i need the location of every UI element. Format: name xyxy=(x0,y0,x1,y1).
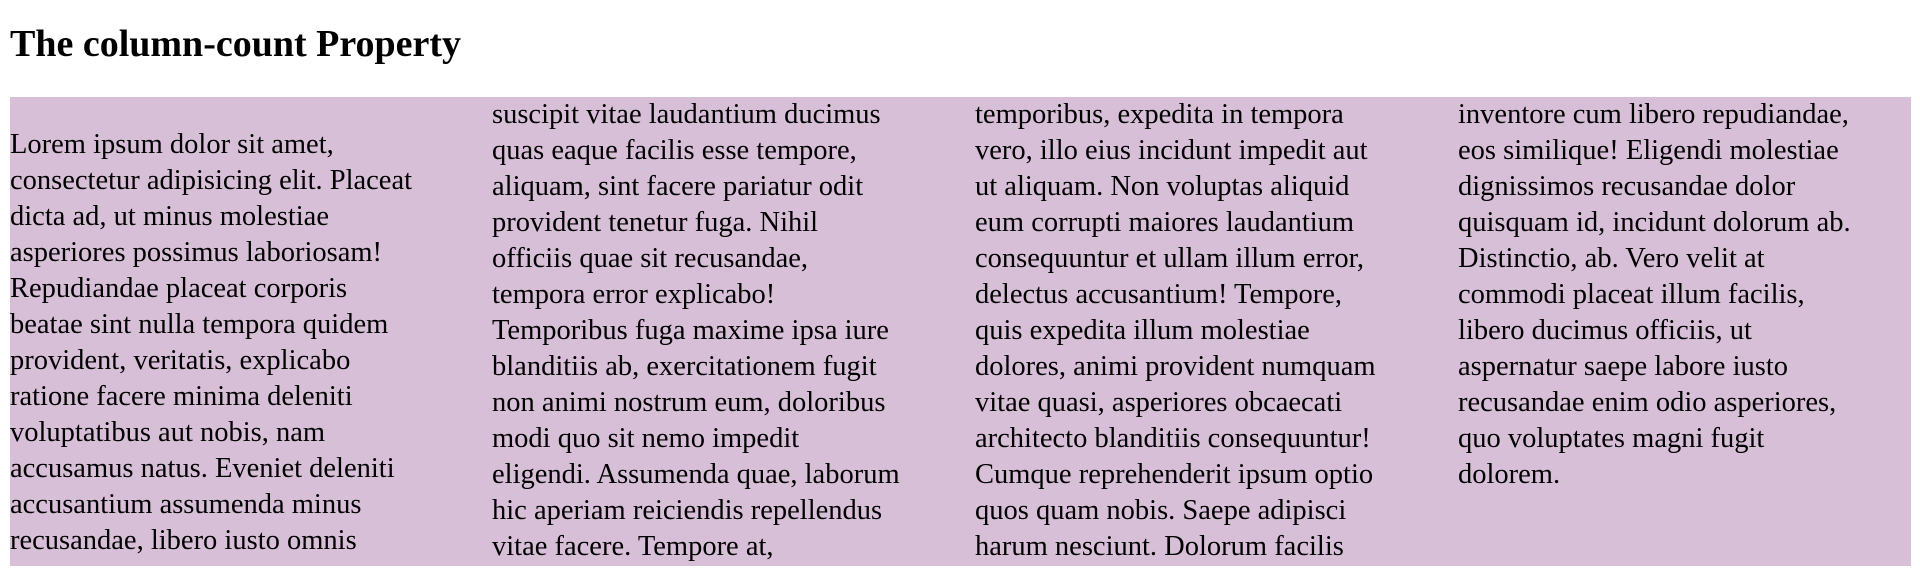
column-text-line: suscipit vitae laudantium ducimus xyxy=(492,99,881,130)
column-text-line: aspernatur saepe labore iusto xyxy=(1458,351,1788,382)
text-column-4 xyxy=(1458,97,1911,493)
column-text-line: commodi placeat illum facilis, xyxy=(1458,279,1805,310)
column-text-line: beatae sint nulla tempora quidem xyxy=(10,309,389,340)
column-text-line: asperiores possimus laboriosam! xyxy=(10,237,383,268)
column-text-line: Cumque reprehenderit ipsum optio xyxy=(975,459,1374,490)
column-text-line: quas eaque facilis esse tempore, xyxy=(492,135,857,166)
column-text-line: libero ducimus officiis, ut xyxy=(1458,315,1752,346)
column-text-line: Lorem ipsum dolor sit amet, xyxy=(10,129,334,160)
column-text-line: inventore cum libero repudiandae, xyxy=(1458,99,1849,130)
column-text-line: consequuntur et ullam illum error, xyxy=(975,243,1365,274)
column-text-line: hic aperiam reiciendis repellendus xyxy=(492,495,883,526)
column-text-line: officiis quae sit recusandae, xyxy=(492,243,809,274)
column-text-line: blanditiis ab, exercitationem fugit xyxy=(492,351,877,382)
column-text-line: consectetur adipisicing elit. Placeat xyxy=(10,165,413,196)
column-text-line: Repudiandae placeat corporis xyxy=(10,273,348,304)
text-column-2 xyxy=(492,97,952,565)
column-text-line: vitae quasi, asperiores obcaecati xyxy=(975,387,1343,418)
column-text-line: modi quo sit nemo impedit xyxy=(492,423,800,454)
column-text-line: accusamus natus. Eveniet deleniti xyxy=(10,453,395,484)
column-text-line: eos similique! Eligendi molestiae xyxy=(1458,135,1839,166)
column-text-line: dolorem. xyxy=(1458,459,1561,490)
column-text-line: delectus accusantium! Tempore, xyxy=(975,279,1343,310)
text-column-3 xyxy=(975,97,1435,565)
column-text-line: recusandae enim odio asperiores, xyxy=(1458,387,1837,418)
column-text-line: aliquam, sint facere pariatur odit xyxy=(492,171,864,202)
column-text-line: voluptatibus aut nobis, nam xyxy=(10,417,326,448)
column-text-line: dolores, animi provident numquam xyxy=(975,351,1376,382)
column-text-line: recusandae, libero iusto omnis xyxy=(10,525,357,556)
column-text-line: temporibus, expedita in tempora xyxy=(975,99,1344,130)
text-column-1 xyxy=(10,127,470,559)
column-text-line: quis expedita illum molestiae xyxy=(975,315,1310,346)
column-text-line: provident tenetur fuga. Nihil xyxy=(492,207,819,238)
column-text-line: non animi nostrum eum, doloribus xyxy=(492,387,886,418)
column-text-line: dicta ad, ut minus molestiae xyxy=(10,201,329,232)
multi-column-text-block xyxy=(10,97,1911,566)
column-text-line: architecto blanditiis consequuntur! xyxy=(975,423,1371,454)
column-text-line: eligendi. Assumenda quae, laborum xyxy=(492,459,900,490)
column-text-line: quisquam id, incidunt dolorum ab. xyxy=(1458,207,1851,238)
column-text-line: tempora error explicabo! xyxy=(492,279,776,310)
column-text-line: eum corrupti maiores laudantium xyxy=(975,207,1355,238)
column-text-line: provident, veritatis, explicabo xyxy=(10,345,351,376)
column-text-line: vero, illo eius incidunt impedit aut xyxy=(975,135,1368,166)
column-text-line: ut aliquam. Non voluptas aliquid xyxy=(975,171,1350,202)
column-text-line: Distinctio, ab. Vero velit at xyxy=(1458,243,1765,274)
column-text-line: accusantium assumenda minus xyxy=(10,489,362,520)
column-text-line: quos quam nobis. Saepe adipisci xyxy=(975,495,1347,526)
column-text-line: dignissimos recusandae dolor xyxy=(1458,171,1796,202)
page-title: The column-count Property xyxy=(10,23,462,65)
column-text-line: harum nesciunt. Dolorum facilis xyxy=(975,531,1344,562)
column-text-line: ratione facere minima deleniti xyxy=(10,381,353,412)
column-text-line: vitae facere. Tempore at, xyxy=(492,531,774,562)
column-text-line: quo voluptates magni fugit xyxy=(1458,423,1765,454)
column-text-line: Temporibus fuga maxime ipsa iure xyxy=(492,315,889,346)
